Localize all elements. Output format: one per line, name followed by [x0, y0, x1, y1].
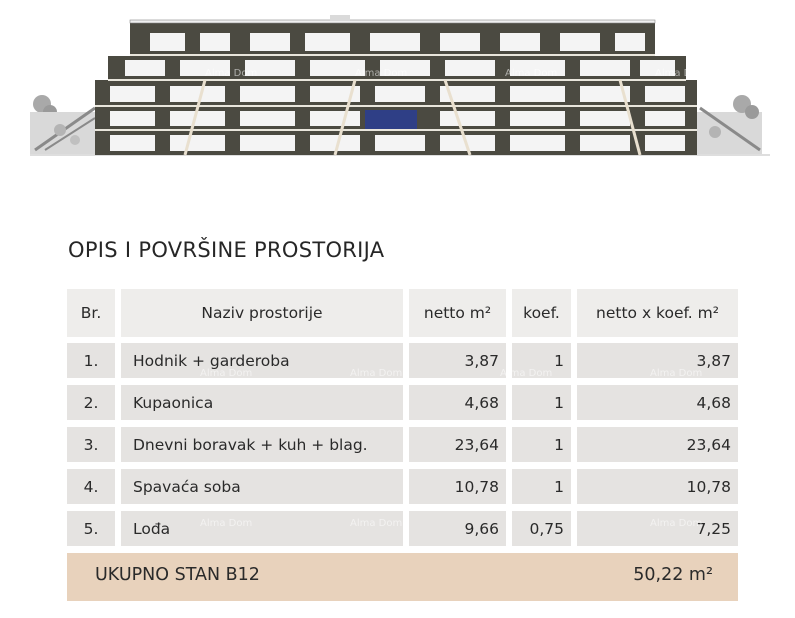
- total-value: 50,22 m²: [633, 565, 713, 585]
- row-5-no: 5.: [67, 511, 115, 546]
- row-4-net-coef: 10,78: [577, 469, 738, 504]
- row-3-no: 3.: [67, 427, 115, 462]
- row-1-coef: 1: [512, 343, 571, 378]
- header-coefficient: koef.: [512, 289, 571, 337]
- section-title: OPIS I POVRŠINE PROSTORIJA: [68, 238, 385, 262]
- row-2-name: Kupaonica: [121, 385, 403, 420]
- watermark: Alma Dom: [200, 518, 253, 529]
- row-4-coef: 1: [512, 469, 571, 504]
- total-label: UKUPNO STAN B12: [95, 565, 260, 585]
- watermark: Alma Dom: [355, 68, 408, 79]
- row-4-no: 4.: [67, 469, 115, 504]
- right-landscape: [690, 95, 762, 154]
- row-5-net-coef: 7,25: [577, 511, 738, 546]
- watermark: Alma Dom: [655, 68, 708, 79]
- row-2-coef: 1: [512, 385, 571, 420]
- highlighted-apartment: [365, 110, 417, 129]
- watermark: Alma Dom: [350, 518, 403, 529]
- row-4-name: Spavaća soba: [121, 469, 403, 504]
- row-1-net: 3,87: [409, 343, 506, 378]
- row-5-name: Lođa: [121, 511, 403, 546]
- row-2-net-coef: 4,68: [577, 385, 738, 420]
- row-5-coef: 0,75: [512, 511, 571, 546]
- building-elevation: [0, 0, 795, 165]
- watermark: Alma Dom: [505, 68, 558, 79]
- row-4-net: 10,78: [409, 469, 506, 504]
- header-net-times-coef: netto x koef. m²: [577, 289, 738, 337]
- row-1-name: Hodnik + garderoba: [121, 343, 403, 378]
- row-2-net: 4,68: [409, 385, 506, 420]
- watermark: Alma Dom: [650, 368, 703, 379]
- watermark: Alma Dom: [205, 68, 258, 79]
- row-2-no: 2.: [67, 385, 115, 420]
- watermark: Alma Dom: [200, 368, 253, 379]
- row-3-net: 23,64: [409, 427, 506, 462]
- row-5-net: 9,66: [409, 511, 506, 546]
- watermark: Alma Dom: [500, 368, 553, 379]
- header-no: Br.: [67, 289, 115, 337]
- left-landscape: [30, 95, 100, 154]
- total-row: [67, 553, 738, 601]
- row-3-coef: 1: [512, 427, 571, 462]
- header-room-name: Naziv prostorije: [121, 289, 403, 337]
- watermark: Alma Dom: [650, 518, 703, 529]
- row-3-net-coef: 23,64: [577, 427, 738, 462]
- header-net-area: netto m²: [409, 289, 506, 337]
- watermark: Alma Dom: [350, 368, 403, 379]
- row-1-net-coef: 3,87: [577, 343, 738, 378]
- row-1-no: 1.: [67, 343, 115, 378]
- row-3-name: Dnevni boravak + kuh + blag.: [121, 427, 403, 462]
